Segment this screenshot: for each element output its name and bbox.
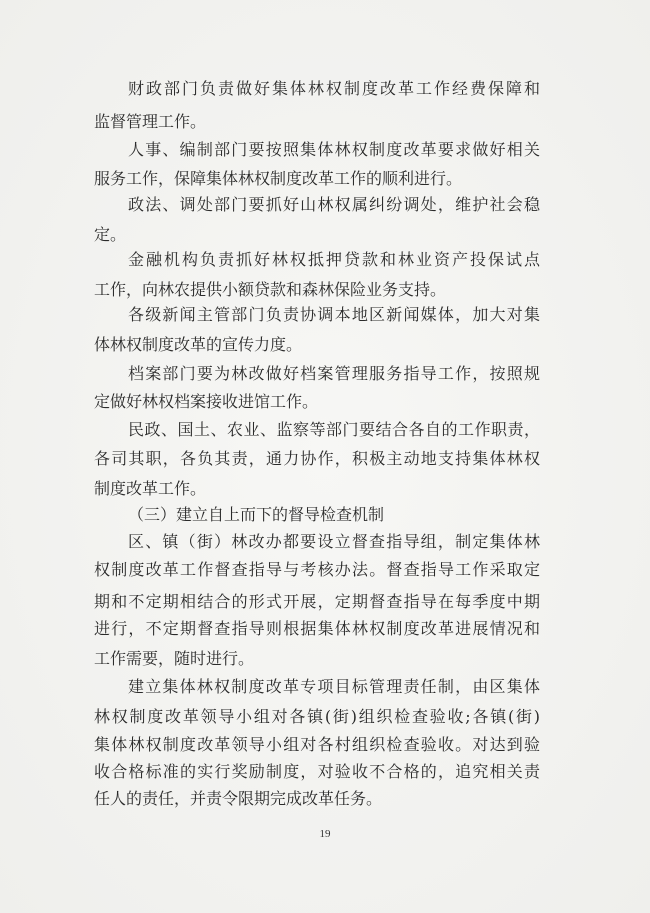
text-line: 收合格标准的实行奖励制度，对验收不合格的，追究相关责 — [94, 762, 540, 781]
text-line: 政法、调处部门要抓好山林权属纠纷调处，维护社会稳 — [128, 195, 540, 214]
text-line: 制度改革工作。 — [94, 479, 207, 498]
text-line: 定做好林权档案接收进馆工作。 — [94, 392, 319, 411]
page-number: 19 — [319, 828, 331, 840]
text-line: 财政部门负责做好集体林权制度改革工作经费保障和 — [128, 79, 540, 98]
text-line: 监督管理工作。 — [94, 112, 207, 131]
text-line: 区、镇（街）林改办都要设立督查指导组，制定集体林 — [128, 532, 540, 551]
text-line: 各级新闻主管部门负责协调本地区新闻媒体，加大对集 — [128, 305, 540, 324]
text-line: 任人的责任，并责令限期完成改革任务。 — [94, 789, 383, 808]
text-line: 服务工作，保障集体林权制度改革工作的顺利进行。 — [94, 169, 463, 188]
text-line: 林权制度改革领导小组对各镇(街)组织检查验收;各镇(街) — [94, 707, 540, 726]
text-line: 建立集体林权制度改革专项目标管理责任制，由区集体 — [128, 677, 540, 696]
text-line: 工作，向林农提供小额贷款和森林保险业务支持。 — [94, 280, 447, 299]
text-line: 工作需要，随时进行。 — [94, 649, 255, 668]
text-line: 人事、编制部门要按照集体林权制度改革要求做好相关 — [128, 140, 540, 159]
text-line: 集体林权制度改革领导小组对各村组织检查验收。对达到验 — [94, 735, 540, 754]
text-line: 民政、国土、农业、监察等部门要结合各自的工作职责， — [128, 420, 540, 439]
text-line: 体林权制度改革的宣传力度。 — [94, 335, 303, 354]
text-line: 各司其职，各负其责，通力协作，积极主动地支持集体林权 — [94, 449, 540, 468]
text-line: 金融机构负责抓好林权抵押贷款和林业资产投保试点 — [128, 250, 540, 269]
text-line: 进行，不定期督查指导则根据集体林权制度改革进展情况和 — [94, 619, 540, 638]
text-line: 权制度改革工作督查指导与考核办法。督查指导工作采取定 — [94, 560, 540, 579]
section-heading: （三）建立自上而下的督导检查机制 — [128, 505, 385, 524]
text-line: 定。 — [94, 225, 127, 244]
text-line: 档案部门要为林改做好档案管理服务指导工作，按照规 — [128, 364, 540, 383]
text-line: 期和不定期相结合的形式开展，定期督查指导在每季度中期 — [94, 592, 540, 611]
